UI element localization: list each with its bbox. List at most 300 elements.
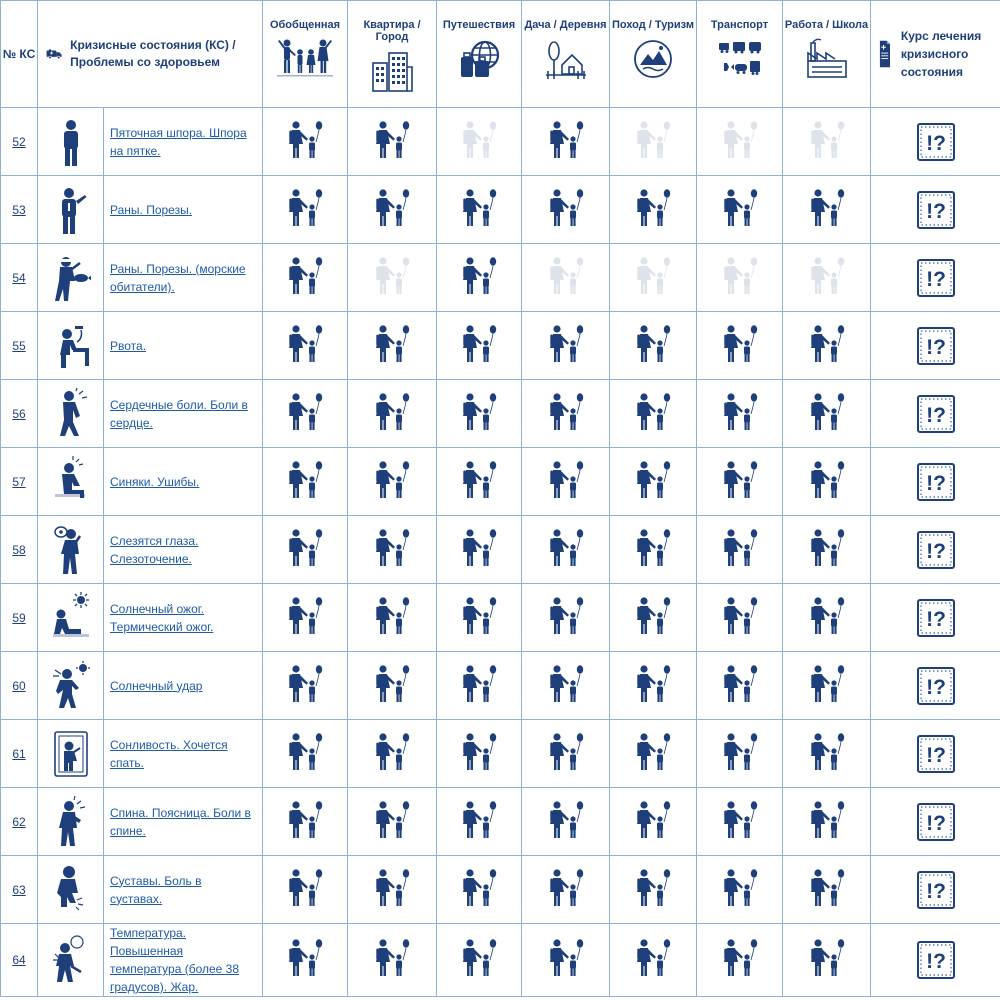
column-label: Работа / Школа xyxy=(784,19,869,31)
availability-cell-4[interactable] xyxy=(522,856,610,924)
availability-cell-5[interactable] xyxy=(610,924,697,997)
availability-cell-6[interactable] xyxy=(697,924,783,997)
woman-child-balloon-icon xyxy=(546,664,586,708)
travel-icon xyxy=(457,37,501,81)
availability-cell-2[interactable] xyxy=(348,652,437,720)
bruise-icon xyxy=(51,456,91,508)
availability-cell-1[interactable] xyxy=(263,924,348,997)
header-column-work-school xyxy=(783,1,871,108)
availability-cell-1[interactable] xyxy=(263,584,348,652)
crisis-name-cell xyxy=(104,244,263,312)
woman-child-balloon-icon xyxy=(807,324,847,368)
availability-cell-7[interactable] xyxy=(783,380,871,448)
crisis-name-cell xyxy=(104,516,263,584)
woman-child-balloon-icon xyxy=(372,528,412,572)
woman-child-balloon-icon xyxy=(546,528,586,572)
woman-child-balloon-icon xyxy=(372,938,412,982)
availability-cell-3[interactable] xyxy=(437,516,522,584)
woman-child-balloon-icon xyxy=(459,938,499,982)
availability-cell-3[interactable] xyxy=(437,856,522,924)
course-cell[interactable] xyxy=(871,720,1000,788)
header-column-transport xyxy=(697,1,783,108)
availability-cell-1[interactable] xyxy=(263,788,348,856)
crisis-number-cell xyxy=(1,312,38,380)
course-cell[interactable] xyxy=(871,856,1000,924)
availability-cell-7[interactable] xyxy=(783,924,871,997)
header-column-travel xyxy=(437,1,522,108)
crisis-number-link[interactable]: 63 xyxy=(12,882,26,897)
woman-child-balloon-icon xyxy=(807,800,847,844)
availability-cell-3[interactable] xyxy=(437,720,522,788)
woman-child-balloon-icon xyxy=(546,324,586,368)
availability-cell-7[interactable] xyxy=(783,516,871,584)
woman-child-balloon-icon xyxy=(720,868,760,912)
course-cell[interactable] xyxy=(871,788,1000,856)
woman-child-balloon-icon xyxy=(807,392,847,436)
availability-cell-2[interactable] xyxy=(348,584,437,652)
exclamation-question-icon xyxy=(917,395,955,433)
woman-child-balloon-icon xyxy=(459,392,499,436)
availability-cell-7 xyxy=(783,108,871,176)
pictogram-cell xyxy=(38,856,104,924)
crisis-name-link[interactable]: Сонливость. Хочется спать. xyxy=(110,737,228,770)
table-row xyxy=(1,312,1000,380)
crisis-name-cell xyxy=(104,312,263,380)
woman-child-balloon-icon xyxy=(372,732,412,776)
exclamation-question-icon xyxy=(917,259,955,297)
exclamation-question-icon xyxy=(917,599,955,637)
availability-cell-1[interactable] xyxy=(263,856,348,924)
woman-child-balloon-icon xyxy=(372,800,412,844)
woman-child-balloon-icon-disabled xyxy=(633,256,673,300)
table-row xyxy=(1,584,1000,652)
woman-child-balloon-icon xyxy=(285,256,325,300)
availability-cell-3[interactable] xyxy=(437,244,522,312)
availability-cell-5 xyxy=(610,108,697,176)
availability-cell-6[interactable] xyxy=(697,448,783,516)
table-row xyxy=(1,108,1000,176)
crisis-number-link[interactable]: 52 xyxy=(12,134,26,149)
availability-cell-5[interactable] xyxy=(610,584,697,652)
crisis-number-link[interactable]: 60 xyxy=(12,678,26,693)
header-column-city xyxy=(348,1,437,108)
crisis-number-link[interactable]: 53 xyxy=(12,202,26,217)
availability-cell-1[interactable] xyxy=(263,380,348,448)
availability-cell-6[interactable] xyxy=(697,788,783,856)
table-row xyxy=(1,244,1000,312)
availability-cell-1[interactable] xyxy=(263,516,348,584)
woman-child-balloon-icon xyxy=(285,596,325,640)
availability-cell-2[interactable] xyxy=(348,720,437,788)
availability-cell-7[interactable] xyxy=(783,312,871,380)
course-cell[interactable] xyxy=(871,244,1000,312)
woman-child-balloon-icon xyxy=(546,596,586,640)
woman-child-balloon-icon xyxy=(633,460,673,504)
availability-cell-7[interactable] xyxy=(783,584,871,652)
svg-text:!?: !? xyxy=(925,811,946,835)
woman-child-balloon-icon xyxy=(459,460,499,504)
availability-cell-5[interactable] xyxy=(610,380,697,448)
woman-child-balloon-icon xyxy=(372,120,412,164)
availability-cell-5[interactable] xyxy=(610,720,697,788)
standing-person-icon xyxy=(51,116,91,168)
crisis-name-link[interactable]: Температура. Повышенная температура (более 38 градусов). Жар. xyxy=(110,926,240,994)
woman-child-balloon-icon xyxy=(633,324,673,368)
crisis-name-link[interactable]: Слезятся глаза. Слезоточение. xyxy=(110,533,199,566)
column-label: Квартира / Город xyxy=(363,19,421,43)
crisis-name-link[interactable]: Солнечный удар xyxy=(110,678,203,693)
crisis-number-cell xyxy=(1,856,38,924)
woman-child-balloon-icon xyxy=(633,800,673,844)
availability-cell-4[interactable] xyxy=(522,720,610,788)
crisis-number-cell xyxy=(1,924,38,997)
availability-cell-2[interactable] xyxy=(348,924,437,997)
woman-child-balloon-icon xyxy=(546,460,586,504)
availability-cell-6[interactable] xyxy=(697,516,783,584)
exclamation-question-icon xyxy=(917,667,955,705)
crisis-number-link[interactable]: 59 xyxy=(12,610,26,625)
woman-child-balloon-icon xyxy=(720,732,760,776)
pictogram-cell xyxy=(38,652,104,720)
availability-cell-1[interactable] xyxy=(263,448,348,516)
crisis-name-link[interactable]: Синяки. Ушибы. xyxy=(110,474,200,489)
availability-cell-1[interactable] xyxy=(263,176,348,244)
availability-cell-4[interactable] xyxy=(522,380,610,448)
crisis-number-link[interactable]: 61 xyxy=(12,746,26,761)
availability-cell-4[interactable] xyxy=(522,788,610,856)
crisis-number-link[interactable]: 64 xyxy=(12,953,26,967)
countryside-icon xyxy=(544,37,588,81)
woman-child-balloon-icon-disabled xyxy=(720,120,760,164)
woman-child-balloon-icon xyxy=(285,188,325,232)
crisis-number-cell xyxy=(1,516,38,584)
svg-text:!?: !? xyxy=(925,675,946,699)
course-cell[interactable] xyxy=(871,380,1000,448)
crisis-name-link[interactable]: Пяточная шпора. Шпора на пятке. xyxy=(110,125,247,158)
woman-child-balloon-icon xyxy=(633,392,673,436)
column-label: Дача / Деревня xyxy=(524,19,607,31)
woman-child-balloon-icon xyxy=(372,664,412,708)
sunstroke-icon xyxy=(51,660,91,712)
svg-text:!?: !? xyxy=(925,607,946,631)
availability-cell-2[interactable] xyxy=(348,788,437,856)
exclamation-question-icon xyxy=(917,463,955,501)
header-column-countryside xyxy=(522,1,610,108)
availability-cell-6[interactable] xyxy=(697,720,783,788)
woman-child-balloon-icon xyxy=(285,938,325,982)
availability-cell-1[interactable] xyxy=(263,720,348,788)
crisis-number-cell xyxy=(1,652,38,720)
crisis-name-cell xyxy=(104,176,263,244)
availability-cell-7[interactable] xyxy=(783,652,871,720)
woman-child-balloon-icon xyxy=(807,732,847,776)
woman-child-balloon-icon xyxy=(807,664,847,708)
svg-text:!?: !? xyxy=(925,131,946,155)
exclamation-question-icon xyxy=(917,191,955,229)
fever-icon xyxy=(51,934,91,986)
availability-cell-2[interactable] xyxy=(348,856,437,924)
heart-pain-icon xyxy=(51,388,91,440)
svg-text:!?: !? xyxy=(925,539,946,563)
joint-pain-icon xyxy=(51,864,91,916)
availability-cell-7[interactable] xyxy=(783,448,871,516)
woman-child-balloon-icon xyxy=(372,868,412,912)
sleepy-icon xyxy=(51,728,91,780)
teary-eyes-icon xyxy=(51,524,91,576)
crisis-name-link[interactable]: Спина. Поясница. Боли в спине. xyxy=(110,805,251,838)
crisis-name-link[interactable]: Суставы. Боль в суставах. xyxy=(110,873,202,906)
availability-cell-4[interactable] xyxy=(522,448,610,516)
woman-child-balloon-icon xyxy=(459,528,499,572)
availability-cell-2 xyxy=(348,244,437,312)
exclamation-question-icon xyxy=(917,531,955,569)
woman-child-balloon-icon xyxy=(720,528,760,572)
city-icon xyxy=(370,49,414,93)
ambulance-icon xyxy=(46,44,62,64)
course-cell[interactable] xyxy=(871,516,1000,584)
availability-cell-3[interactable] xyxy=(437,652,522,720)
availability-cell-5[interactable] xyxy=(610,652,697,720)
column-label: Поход / Туризм xyxy=(611,19,694,31)
crisis-name-link[interactable]: Раны. Порезы. (морские обитатели). xyxy=(110,261,246,294)
table-row xyxy=(1,516,1000,584)
availability-cell-1[interactable] xyxy=(263,652,348,720)
woman-child-balloon-icon xyxy=(807,188,847,232)
availability-cell-7[interactable] xyxy=(783,788,871,856)
availability-cell-2[interactable] xyxy=(348,516,437,584)
availability-cell-4[interactable] xyxy=(522,924,610,997)
woman-child-balloon-icon-disabled xyxy=(720,256,760,300)
woman-child-balloon-icon xyxy=(459,664,499,708)
header-course xyxy=(871,1,1000,108)
family-icon xyxy=(275,37,335,81)
header-column-general xyxy=(263,1,348,108)
exclamation-question-icon xyxy=(917,871,955,909)
woman-child-balloon-icon xyxy=(807,868,847,912)
woman-child-balloon-icon xyxy=(720,800,760,844)
woman-child-balloon-icon xyxy=(720,664,760,708)
crisis-name-cell xyxy=(104,380,263,448)
header-ks xyxy=(38,1,263,108)
pictogram-cell xyxy=(38,312,104,380)
crisis-number-cell xyxy=(1,720,38,788)
svg-text:!?: !? xyxy=(925,471,946,495)
availability-cell-3[interactable] xyxy=(437,924,522,997)
crisis-number-link[interactable]: 54 xyxy=(12,270,26,285)
availability-cell-6[interactable] xyxy=(697,380,783,448)
woman-child-balloon-icon xyxy=(546,392,586,436)
availability-cell-4[interactable] xyxy=(522,584,610,652)
injured-person-icon xyxy=(51,184,91,236)
woman-child-balloon-icon xyxy=(720,938,760,982)
pictogram-cell xyxy=(38,516,104,584)
availability-cell-7[interactable] xyxy=(783,720,871,788)
availability-cell-7[interactable] xyxy=(783,856,871,924)
woman-child-balloon-icon xyxy=(633,732,673,776)
availability-cell-7 xyxy=(783,244,871,312)
header-num: № КС xyxy=(1,1,38,108)
availability-cell-6[interactable] xyxy=(697,856,783,924)
woman-child-balloon-icon xyxy=(633,528,673,572)
header-column-hiking xyxy=(610,1,697,108)
availability-cell-5[interactable] xyxy=(610,516,697,584)
availability-cell-2[interactable] xyxy=(348,176,437,244)
pictogram-cell xyxy=(38,924,104,997)
availability-cell-6[interactable] xyxy=(697,652,783,720)
woman-child-balloon-icon xyxy=(807,596,847,640)
woman-child-balloon-icon-disabled xyxy=(372,256,412,300)
availability-cell-5[interactable] xyxy=(610,312,697,380)
table-row xyxy=(1,448,1000,516)
svg-text:!?: !? xyxy=(925,335,946,359)
course-cell[interactable] xyxy=(871,448,1000,516)
woman-child-balloon-icon xyxy=(285,868,325,912)
woman-child-balloon-icon xyxy=(546,938,586,982)
crisis-number-cell xyxy=(1,584,38,652)
availability-cell-6 xyxy=(697,108,783,176)
availability-cell-6[interactable] xyxy=(697,312,783,380)
availability-cell-2[interactable] xyxy=(348,448,437,516)
woman-child-balloon-icon xyxy=(720,392,760,436)
availability-cell-2[interactable] xyxy=(348,312,437,380)
availability-cell-3[interactable] xyxy=(437,312,522,380)
table-row xyxy=(1,720,1000,788)
crisis-number-cell xyxy=(1,244,38,312)
woman-child-balloon-icon xyxy=(285,392,325,436)
availability-cell-3[interactable] xyxy=(437,448,522,516)
svg-text:!?: !? xyxy=(925,950,946,973)
availability-cell-4[interactable] xyxy=(522,516,610,584)
crisis-name-link[interactable]: Сердечные боли. Боли в сердце. xyxy=(110,397,248,430)
course-cell[interactable] xyxy=(871,584,1000,652)
availability-cell-3[interactable] xyxy=(437,380,522,448)
crisis-number-link[interactable]: 57 xyxy=(12,474,26,489)
availability-cell-4[interactable] xyxy=(522,652,610,720)
crisis-name-cell xyxy=(104,652,263,720)
availability-cell-3[interactable] xyxy=(437,788,522,856)
availability-cell-5[interactable] xyxy=(610,176,697,244)
hiking-icon xyxy=(631,37,675,81)
availability-cell-5 xyxy=(610,244,697,312)
course-cell[interactable] xyxy=(871,312,1000,380)
woman-child-balloon-icon xyxy=(285,664,325,708)
crisis-number-cell xyxy=(1,380,38,448)
woman-child-balloon-icon xyxy=(459,732,499,776)
woman-child-balloon-icon xyxy=(546,868,586,912)
availability-cell-5[interactable] xyxy=(610,788,697,856)
course-cell[interactable] xyxy=(871,652,1000,720)
woman-child-balloon-icon xyxy=(459,256,499,300)
availability-cell-6 xyxy=(697,244,783,312)
vomiting-person-icon xyxy=(51,320,91,372)
crisis-number-link[interactable]: 62 xyxy=(12,814,26,829)
woman-child-balloon-icon xyxy=(546,732,586,776)
woman-child-balloon-icon xyxy=(459,188,499,232)
woman-child-balloon-icon xyxy=(459,868,499,912)
availability-cell-5[interactable] xyxy=(610,856,697,924)
woman-child-balloon-icon xyxy=(633,938,673,982)
pictogram-cell xyxy=(38,448,104,516)
table-row xyxy=(1,924,1000,997)
crisis-number-link[interactable]: 55 xyxy=(12,338,26,353)
svg-text:!?: !? xyxy=(925,403,946,427)
table-row xyxy=(1,788,1000,856)
crisis-number-link[interactable]: 58 xyxy=(12,542,26,557)
woman-child-balloon-icon xyxy=(285,732,325,776)
course-cell[interactable] xyxy=(871,924,1000,997)
back-pain-icon xyxy=(51,796,91,848)
pictogram-cell xyxy=(38,584,104,652)
woman-child-balloon-icon xyxy=(285,120,325,164)
exclamation-question-icon xyxy=(917,123,955,161)
woman-child-balloon-icon xyxy=(285,324,325,368)
availability-cell-3[interactable] xyxy=(437,584,522,652)
availability-cell-4[interactable] xyxy=(522,176,610,244)
woman-child-balloon-icon xyxy=(720,324,760,368)
svg-text:!?: !? xyxy=(925,267,946,291)
crisis-name-cell xyxy=(104,108,263,176)
woman-child-balloon-icon xyxy=(459,324,499,368)
availability-cell-2[interactable] xyxy=(348,108,437,176)
availability-cell-5[interactable] xyxy=(610,448,697,516)
pictogram-cell xyxy=(38,380,104,448)
woman-child-balloon-icon-disabled xyxy=(459,120,499,164)
woman-child-balloon-icon xyxy=(546,120,586,164)
crisis-number-link[interactable]: 56 xyxy=(12,406,26,421)
woman-child-balloon-icon xyxy=(633,868,673,912)
availability-cell-7[interactable] xyxy=(783,176,871,244)
availability-cell-2[interactable] xyxy=(348,380,437,448)
crisis-name-link[interactable]: Солнечный ожог. Термический ожог. xyxy=(110,601,214,634)
table-row xyxy=(1,856,1000,924)
column-label: Путешествия xyxy=(442,19,516,31)
availability-cell-3[interactable] xyxy=(437,176,522,244)
availability-cell-6[interactable] xyxy=(697,176,783,244)
crisis-name-cell xyxy=(104,720,263,788)
woman-child-balloon-icon-disabled xyxy=(807,120,847,164)
pictogram-cell xyxy=(38,720,104,788)
pictogram-cell xyxy=(38,108,104,176)
woman-child-balloon-icon xyxy=(720,460,760,504)
availability-cell-4[interactable] xyxy=(522,312,610,380)
availability-cell-6[interactable] xyxy=(697,584,783,652)
header-row xyxy=(1,1,1000,108)
woman-child-balloon-icon-disabled xyxy=(546,256,586,300)
availability-cell-4[interactable] xyxy=(522,108,610,176)
woman-child-balloon-icon xyxy=(372,460,412,504)
woman-child-balloon-icon-disabled xyxy=(633,120,673,164)
sunburn-icon xyxy=(51,592,91,644)
availability-cell-1[interactable] xyxy=(263,312,348,380)
diver-fish-icon xyxy=(51,252,91,304)
woman-child-balloon-icon xyxy=(807,938,847,982)
woman-child-balloon-icon xyxy=(720,188,760,232)
crisis-name-link[interactable]: Раны. Порезы. xyxy=(110,202,193,217)
woman-child-balloon-icon xyxy=(372,392,412,436)
availability-cell-1[interactable] xyxy=(263,244,348,312)
woman-child-balloon-icon xyxy=(285,460,325,504)
woman-child-balloon-icon xyxy=(459,800,499,844)
woman-child-balloon-icon xyxy=(633,596,673,640)
crisis-name-cell xyxy=(104,448,263,516)
crisis-name-cell xyxy=(104,856,263,924)
woman-child-balloon-icon xyxy=(285,528,325,572)
woman-child-balloon-icon xyxy=(633,188,673,232)
availability-cell-1[interactable] xyxy=(263,108,348,176)
course-cell[interactable] xyxy=(871,108,1000,176)
course-cell[interactable] xyxy=(871,176,1000,244)
crisis-name-link[interactable]: Рвота. xyxy=(110,338,147,353)
